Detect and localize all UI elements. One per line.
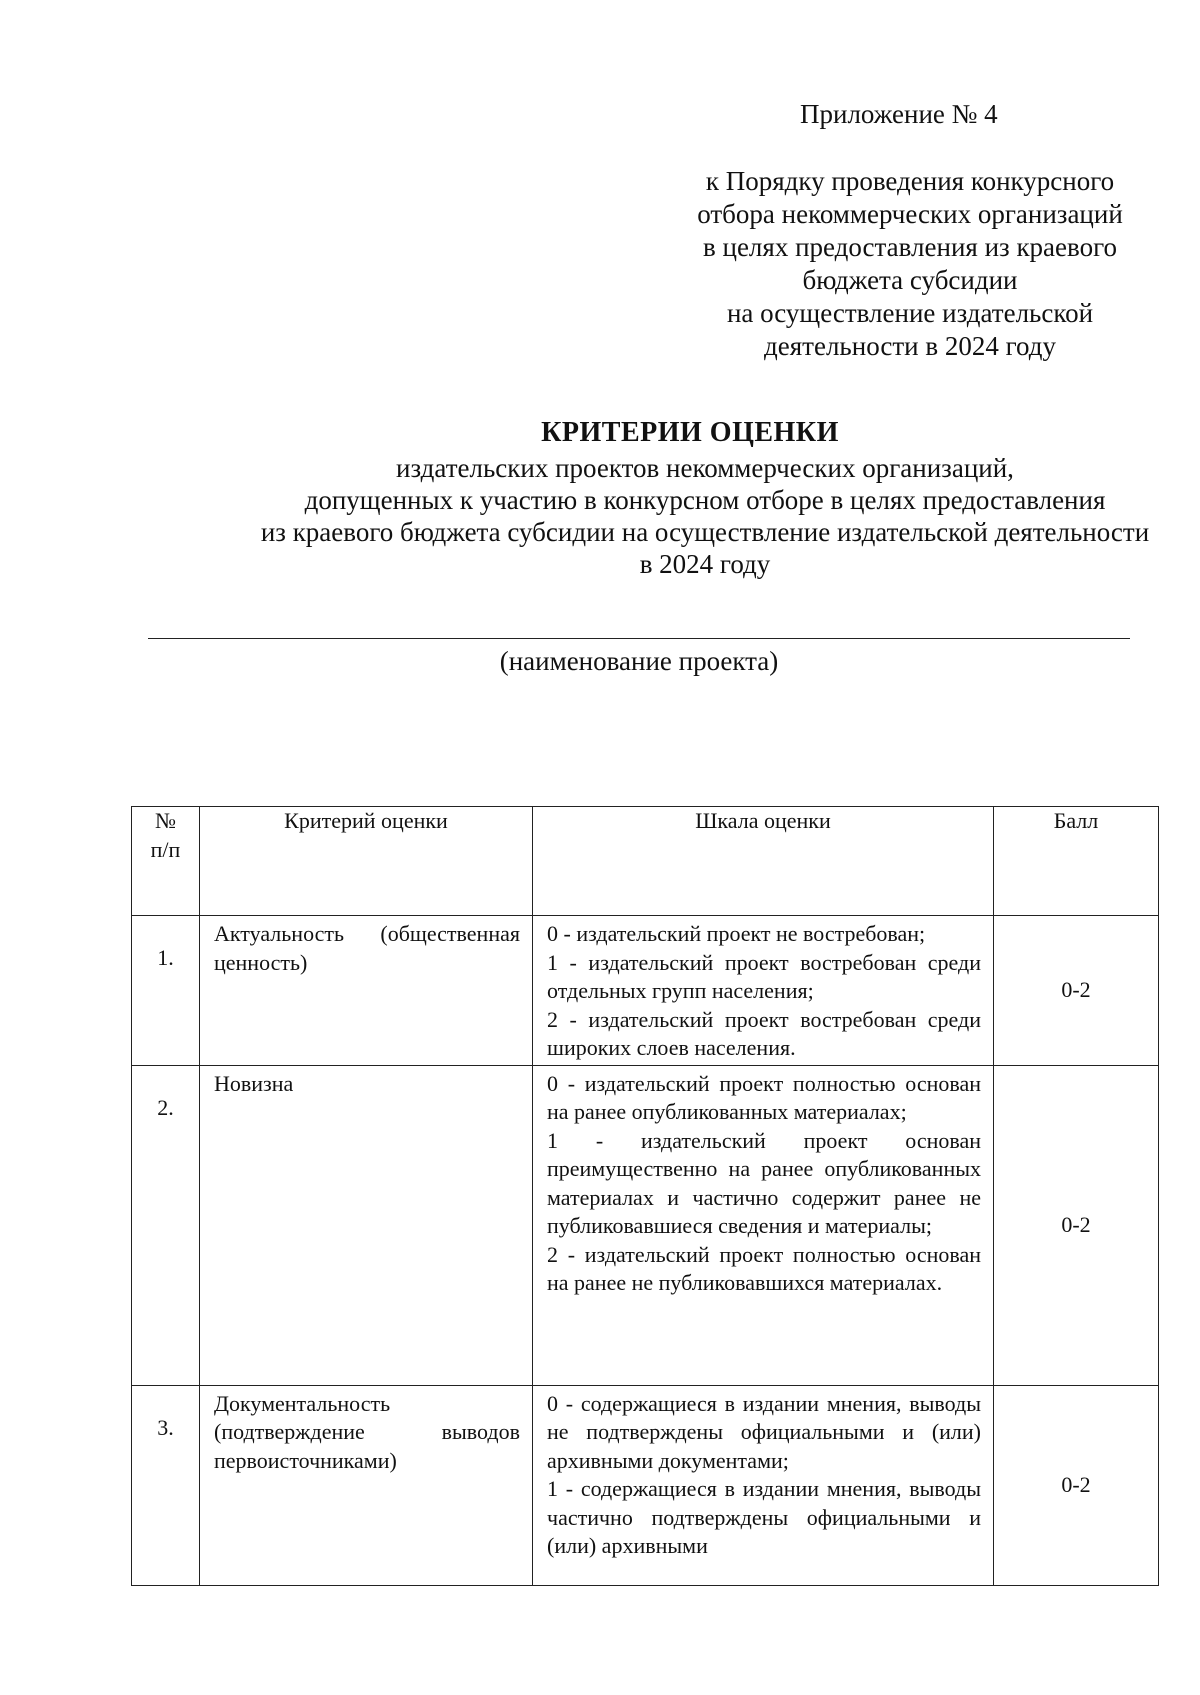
- document-subtitle-line: из краевого бюджета субсидии на осуществление издательской деятельности: [260, 517, 1150, 547]
- scale-item: 2 - издательский проект востребован среди широких слоев населения.: [547, 1006, 981, 1060]
- document-subtitle: [130, 452, 1200, 580]
- row-score: 0-2: [994, 1065, 1159, 1385]
- table-row: [132, 916, 1159, 1066]
- row-score: 0-2: [994, 1385, 1159, 1585]
- annex-subtitle-line: в целях предоставления из краевого: [703, 232, 1117, 262]
- scale-item: 1 - издательский проект основан преимущественно на ранее опубликованных материалах и частично содержит ранее не публиковавшиеся сведения и материалы;: [547, 1127, 981, 1238]
- row-num: 1.: [132, 916, 200, 1066]
- scale-item: 0 - содержащиеся в издании мнения, выводы не подтверждены официальными и (или) архивными документами;: [547, 1390, 981, 1473]
- document-title: КРИТЕРИИ ОЦЕНКИ: [541, 417, 839, 448]
- annex-subtitle-line: на осуществление издательской: [726, 298, 1094, 328]
- row-score: 0-2: [994, 916, 1159, 1066]
- row-criterion: Новизна: [200, 1065, 533, 1385]
- header-num: [132, 807, 200, 916]
- table-header-row: [132, 807, 1159, 916]
- annex-subtitle-line: бюджета субсидии: [802, 265, 1018, 295]
- scale-item: 1 - издательский проект востребован среди отдельных групп населения;: [547, 949, 981, 1003]
- row-criterion: Актуальность (общественная ценность): [200, 916, 533, 1066]
- document-subtitle-line: допущенных к участию в конкурсном отборе в целях предоставления: [304, 485, 1106, 515]
- criteria-table: [131, 806, 1159, 1586]
- row-scale: [533, 1385, 994, 1585]
- row-scale: [533, 1065, 994, 1385]
- row-scale: [533, 916, 994, 1066]
- header-score: Балл: [994, 807, 1159, 916]
- annex-subtitle-line: отбора некоммерческих организаций: [697, 199, 1123, 229]
- annex-subtitle-line: деятельности в 2024 году: [764, 331, 1056, 361]
- scale-item: 2 - издательский проект полностью основан на ранее не публиковавшихся материалах.: [547, 1241, 981, 1295]
- annex-subtitle-line: к Порядку проведения конкурсного: [705, 166, 1115, 196]
- project-name-caption: (наименование проекта): [499, 646, 779, 676]
- scale-item: 1 - содержащиеся в издании мнения, выводы частично подтверждены официальными и (или) архивными: [547, 1476, 981, 1558]
- scale-item: 0 - издательский проект не востребован;: [547, 921, 926, 946]
- header-num-label: № п/п: [150, 808, 181, 862]
- header-scale: Шкала оценки: [533, 807, 994, 916]
- annex-title: Приложение № 4: [800, 99, 998, 129]
- row-num: 3.: [132, 1385, 200, 1585]
- row-criterion: Документальность (подтверждение выводов первоисточниками): [200, 1385, 533, 1585]
- row-num: 2.: [132, 1065, 200, 1385]
- table-row: [132, 1385, 1159, 1585]
- table-row: [132, 1065, 1159, 1385]
- document-subtitle-line: издательских проектов некоммерческих организаций,: [396, 453, 1014, 483]
- scale-item: 0 - издательский проект полностью основан на ранее опубликованных материалах;: [547, 1070, 981, 1124]
- project-name-line: [148, 638, 1130, 639]
- annex-subtitle: [665, 165, 1155, 363]
- header-criterion: Критерий оценки: [200, 807, 533, 916]
- document-subtitle-line: в 2024 году: [639, 549, 771, 579]
